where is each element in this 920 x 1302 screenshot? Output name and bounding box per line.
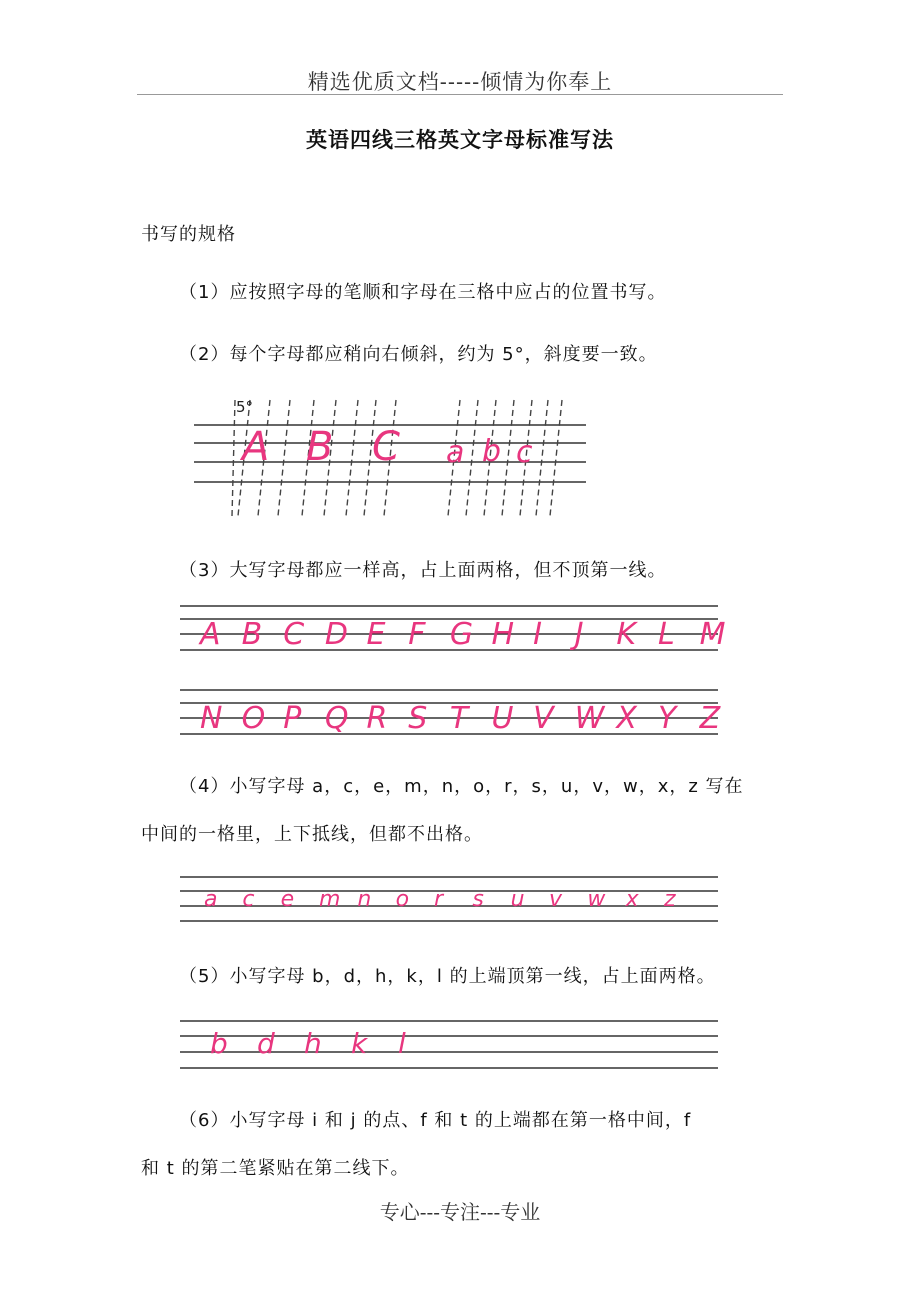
uppercase-letter-w: W <box>574 701 605 736</box>
uppercase-figure <box>180 600 726 745</box>
slant-guide-line <box>502 400 514 516</box>
rule-6: （6）小写字母 i 和 j 的点、f 和 t 的上端都在第一格中间，f <box>179 1110 692 1131</box>
uppercase-letter-v: V <box>533 701 554 736</box>
section-heading: 书写的规格 <box>141 224 236 245</box>
middle-letter-v: v <box>549 887 563 912</box>
middle-letter-x: x <box>625 887 639 912</box>
angle-label: 5° <box>236 398 254 416</box>
uppercase-letter-n: N <box>200 701 223 736</box>
uppercase-letter-b: B <box>241 617 263 652</box>
ascender-letter-d: d <box>257 1027 275 1060</box>
middle-letter-s: s <box>472 887 484 912</box>
rule-5: （5）小写字母 b，d，h，k，l 的上端顶第一线，占上面两格。 <box>179 966 716 987</box>
page-header: 精选优质文档-----倾情为你奉上 <box>307 70 613 94</box>
header-rule <box>137 94 783 95</box>
middle-letter-a: a <box>204 887 218 912</box>
slant-guide-line <box>346 400 358 516</box>
uppercase-letter-p: P <box>283 701 302 736</box>
uppercase-letter-z: Z <box>699 701 721 736</box>
ascender-lowercase-figure <box>180 1014 720 1076</box>
middle-letter-m: m <box>319 887 341 912</box>
middle-letter-r: r <box>434 887 444 912</box>
middle-letter-o: o <box>395 887 410 912</box>
slant-guide-line <box>550 400 562 516</box>
slant-upper-letter-b: B <box>306 424 334 470</box>
uppercase-letter-y: Y <box>658 701 677 736</box>
rule-2: （2）每个字母都应稍向右倾斜，约为 5°，斜度要一致。 <box>179 344 658 365</box>
slant-lower-letter-c: c <box>516 435 533 470</box>
rule-4: （4）小写字母 a，c，e，m，n，o，r，s，u，v，w，x，z 写在 <box>179 776 744 797</box>
slant-lower-letter-b: b <box>482 434 502 469</box>
middle-letter-z: z <box>664 887 676 912</box>
uppercase-letter-k: K <box>616 617 637 652</box>
slant-guide-line <box>278 400 290 516</box>
uppercase-letter-g: G <box>449 617 474 652</box>
middle-letter-c: c <box>242 887 255 912</box>
uppercase-letter-u: U <box>491 701 514 736</box>
uppercase-letter-m: M <box>699 617 726 652</box>
uppercase-letter-l: L <box>658 617 675 652</box>
rule-6-cont: 和 t 的第二笔紧贴在第二线下。 <box>141 1158 410 1179</box>
ascender-letter-h: h <box>304 1027 322 1060</box>
uppercase-letter-j: J <box>574 617 584 652</box>
uppercase-letter-t: T <box>449 701 469 736</box>
middle-letter-w: w <box>587 887 606 912</box>
slant-figure <box>190 392 590 520</box>
ascender-letter-k: k <box>351 1027 368 1060</box>
rule-4-cont: 中间的一格里，上下抵线，但都不出格。 <box>141 824 483 845</box>
ascender-letter-l: l <box>398 1027 406 1060</box>
uppercase-letter-s: S <box>408 701 428 736</box>
middle-letter-e: e <box>280 887 295 912</box>
uppercase-letter-a: A <box>200 617 221 652</box>
slant-guide-line <box>536 400 548 516</box>
uppercase-letter-q: Q <box>324 701 349 736</box>
rule-1: （1）应按照字母的笔顺和字母在三格中应占的位置书写。 <box>179 282 667 303</box>
uppercase-letter-x: X <box>616 701 637 736</box>
uppercase-letter-i: I <box>533 617 542 652</box>
uppercase-letter-d: D <box>324 617 349 652</box>
vertical-reference-line <box>232 400 235 516</box>
uppercase-letter-o: O <box>241 701 266 736</box>
slant-lower-letter-a: a <box>446 435 465 470</box>
uppercase-letter-f: F <box>408 617 426 652</box>
ascender-letter-b: b <box>210 1027 228 1060</box>
rule-3: （3）大写字母都应一样高，占上面两格，但不顶第一线。 <box>179 560 667 581</box>
slant-upper-letter-c: C <box>372 424 400 470</box>
slant-upper-letter-a: A <box>242 424 270 470</box>
uppercase-letter-r: R <box>366 701 388 736</box>
uppercase-letter-e: E <box>366 617 386 652</box>
middle-lowercase-figure <box>180 872 720 928</box>
middle-letter-n: n <box>357 887 372 912</box>
middle-letter-u: u <box>510 887 525 912</box>
slant-guide-line <box>466 400 478 516</box>
uppercase-letter-c: C <box>283 617 305 652</box>
uppercase-letter-h: H <box>491 617 515 652</box>
page-footer: 专心---专注---专业 <box>379 1200 541 1224</box>
document-title: 英语四线三格英文字母标准写法 <box>306 127 614 152</box>
